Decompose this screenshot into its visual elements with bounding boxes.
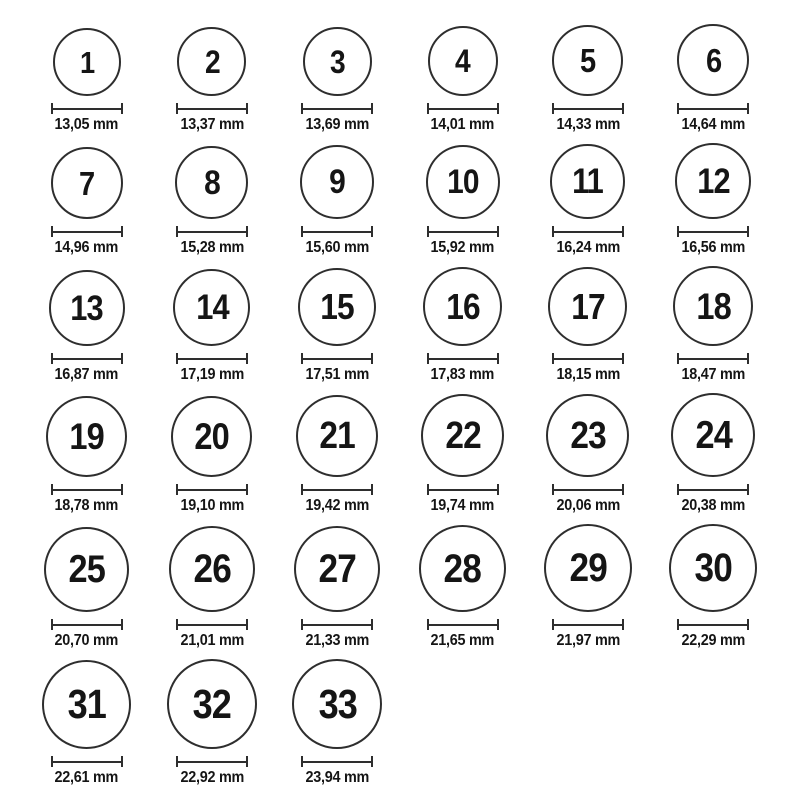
ring-size-cell [426,145,500,257]
ring-circle [296,395,378,477]
diameter-measure-bar [51,226,123,237]
ring-size-number: 11 [572,162,604,201]
ring-size-number: 10 [446,163,479,201]
diameter-measure-bar [301,226,373,237]
diameter-label: 17,83 mm [430,366,495,383]
ring-circle [677,24,749,96]
ring-size-cell [294,526,380,650]
diameter-label: 18,47 mm [681,366,746,383]
diameter-measure-bar [552,226,624,237]
ring-circle [548,267,627,346]
ring-size-cell [42,660,131,787]
ring-circle [546,394,629,477]
ring-circle [42,660,131,749]
ring-circle [426,145,500,219]
diameter-measure-bar [552,103,624,114]
diameter-label: 20,70 mm [54,632,119,649]
ring-size-cell [669,524,757,650]
ring-size-number: 16 [445,285,480,327]
ring-size-number: 21 [319,415,356,457]
diameter-label: 20,06 mm [556,497,620,514]
ring-size-number: 9 [329,163,346,201]
ring-circle [544,524,632,612]
ring-size-number: 3 [329,43,345,80]
diameter-measure-bar [301,619,373,630]
diameter-label: 15,92 mm [430,239,495,256]
ring-size-cell [300,145,374,257]
ring-size-cell [296,395,378,515]
ring-size-cell [176,27,248,134]
ring-circle [171,396,252,477]
ring-size-cell [675,143,751,257]
ring-circle [53,28,121,96]
diameter-label: 19,42 mm [305,497,370,514]
diameter-measure-bar [552,619,624,630]
ring-size-cell [173,269,250,384]
ring-circle [167,659,257,749]
ring-size-number: 4 [455,43,471,79]
ring-circle [552,25,623,96]
ring-circle [44,527,129,612]
ring-size-number: 15 [320,286,355,327]
ring-circle [669,524,757,612]
diameter-measure-bar [427,103,499,114]
ring-size-cell [673,266,753,384]
ring-circle [673,266,753,346]
ring-size-cell [44,527,129,650]
ring-size-cell [46,396,127,515]
diameter-label: 22,29 mm [681,632,746,649]
diameter-measure-bar [427,226,499,237]
ring-size-number: 2 [204,43,220,80]
diameter-label: 17,19 mm [180,366,244,383]
diameter-measure-bar [677,103,749,114]
ring-size-cell [423,267,502,384]
ring-size-cell [292,659,382,787]
diameter-measure-bar [552,484,624,495]
diameter-measure-bar [301,756,373,767]
diameter-measure-bar [427,353,499,364]
diameter-label: 13,69 mm [305,116,370,133]
ring-circle [173,269,250,346]
diameter-label: 16,56 mm [681,239,746,256]
diameter-label: 21,01 mm [180,632,244,649]
diameter-measure-bar [51,756,123,767]
ring-size-cell [419,525,506,650]
diameter-label: 14,64 mm [681,116,746,133]
ring-size-number: 12 [697,161,730,201]
diameter-measure-bar [677,484,749,495]
diameter-label: 14,01 mm [430,116,495,133]
ring-size-number: 5 [580,42,596,79]
ring-size-cell [301,27,373,134]
diameter-measure-bar [176,619,248,630]
ring-size-number: 26 [193,547,231,591]
ring-size-number: 32 [192,680,232,727]
diameter-measure-bar [677,226,749,237]
diameter-measure-bar [176,353,248,364]
ring-size-cell [546,394,629,515]
diameter-label: 14,33 mm [556,116,620,133]
ring-circle [421,394,504,477]
ring-size-cell [171,396,252,515]
ring-circle [175,146,248,219]
diameter-label: 14,96 mm [54,239,119,256]
diameter-label: 19,74 mm [430,497,495,514]
diameter-measure-bar [51,353,123,364]
ring-size-cell [175,146,248,257]
diameter-label: 15,60 mm [305,239,370,256]
diameter-label: 20,38 mm [681,497,746,514]
diameter-label: 21,97 mm [556,632,620,649]
diameter-label: 18,15 mm [556,366,620,383]
ring-size-number: 29 [569,546,607,590]
ring-size-number: 28 [443,546,482,591]
ring-size-number: 24 [695,413,732,457]
ring-circle [419,525,506,612]
ring-circle [428,26,498,96]
ring-size-number: 22 [444,414,481,457]
diameter-label: 16,87 mm [54,366,119,383]
diameter-measure-bar [552,353,624,364]
diameter-label: 13,05 mm [54,116,119,133]
ring-size-number: 7 [79,164,95,202]
diameter-measure-bar [176,484,248,495]
ring-size-cell [421,394,504,515]
ring-size-number: 18 [696,285,731,327]
ring-circle [423,267,502,346]
diameter-label: 23,94 mm [305,769,370,786]
ring-size-grid [24,24,776,787]
ring-size-cell [167,659,257,787]
diameter-label: 19,10 mm [180,497,244,514]
ring-circle [550,144,625,219]
ring-size-cell [671,393,755,515]
ring-size-number: 23 [570,414,606,457]
diameter-measure-bar [301,103,373,114]
ring-circle [298,268,376,346]
diameter-measure-bar [176,756,248,767]
diameter-measure-bar [51,103,123,114]
diameter-measure-bar [677,619,749,630]
diameter-label: 13,37 mm [180,116,244,133]
diameter-measure-bar [301,484,373,495]
ring-size-cell [51,147,123,257]
ring-size-number: 31 [67,681,106,727]
ring-size-number: 13 [70,288,103,328]
ring-circle [51,147,123,219]
ring-size-cell [49,270,125,384]
ring-size-number: 19 [69,416,104,457]
ring-size-cell [544,524,632,650]
diameter-measure-bar [176,103,248,114]
diameter-label: 21,33 mm [305,632,370,649]
ring-size-number: 6 [705,41,721,79]
diameter-label: 22,92 mm [180,769,244,786]
ring-size-number: 25 [68,548,105,591]
ring-circle [294,526,380,612]
ring-circle [675,143,751,219]
ring-circle [303,27,372,96]
diameter-measure-bar [427,619,499,630]
ring-size-number: 30 [694,546,733,590]
ring-size-number: 20 [194,416,230,457]
ring-circle [177,27,246,96]
ring-size-cell [548,267,627,384]
diameter-measure-bar [51,619,123,630]
diameter-measure-bar [51,484,123,495]
diameter-measure-bar [176,226,248,237]
ring-size-cell [298,268,376,384]
ring-size-cell [427,26,499,134]
ring-circle [46,396,127,477]
ring-size-cell [552,25,624,134]
ring-size-number: 33 [318,680,357,727]
diameter-measure-bar [677,353,749,364]
ring-circle [671,393,755,477]
ring-circle [169,526,255,612]
diameter-measure-bar [301,353,373,364]
diameter-label: 17,51 mm [305,366,370,383]
ring-size-cell [550,144,625,257]
ring-size-number: 8 [204,163,220,202]
ring-size-number: 14 [195,288,229,327]
ring-circle [292,659,382,749]
diameter-label: 16,24 mm [556,239,620,256]
ring-size-number: 17 [571,285,605,327]
ring-size-number: 27 [318,547,357,591]
diameter-measure-bar [427,484,499,495]
ring-circle [300,145,374,219]
diameter-label: 15,28 mm [180,239,244,256]
ring-size-cell [169,526,255,650]
ring-circle [49,270,125,346]
diameter-label: 22,61 mm [54,769,119,786]
diameter-label: 18,78 mm [54,497,119,514]
ring-size-cell [677,24,749,134]
diameter-label: 21,65 mm [430,632,495,649]
ring-size-number: 1 [79,44,94,80]
ring-size-cell [51,28,123,134]
